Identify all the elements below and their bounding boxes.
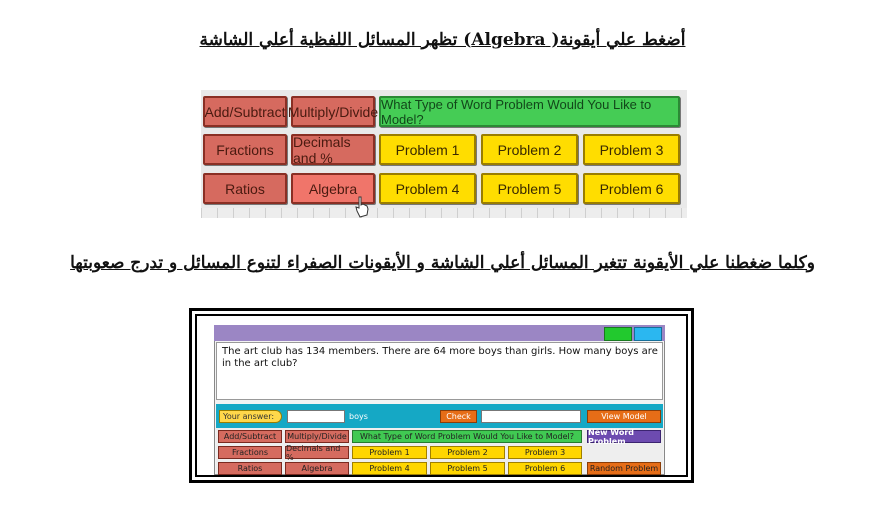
fractions-button-small[interactable]: Fractions (218, 446, 282, 459)
multiply-divide-button[interactable]: Multiply/Divide (291, 96, 375, 127)
decimals-percent-button[interactable]: Decimals and % (291, 134, 375, 165)
problem-4-button-small[interactable]: Problem 4 (352, 462, 427, 475)
random-problem-button[interactable]: Random Problem (587, 462, 661, 475)
problem-1-button-small[interactable]: Problem 1 (352, 446, 427, 459)
add-subtract-button-small[interactable]: Add/Subtract (218, 430, 282, 443)
problem-3-button[interactable]: Problem 3 (583, 134, 680, 165)
problem-6-button[interactable]: Problem 6 (583, 173, 680, 204)
question-text: The art club has 134 members. There are 64 more boys than girls. How many boys are in the art club? (222, 346, 658, 369)
hand-pointer-icon (355, 196, 369, 218)
title-bar (214, 325, 665, 341)
your-answer-label: Your answer: (219, 410, 282, 423)
fractions-button[interactable]: Fractions (203, 134, 287, 165)
view-model-button[interactable]: View Model (587, 410, 661, 423)
ruler-strip (201, 208, 687, 218)
problem-2-button[interactable]: Problem 2 (481, 134, 578, 165)
title-bar-green-button[interactable] (604, 327, 632, 341)
new-word-problem-button[interactable]: New Word Problem (587, 430, 661, 443)
problem-2-button-small[interactable]: Problem 2 (430, 446, 505, 459)
ratios-button[interactable]: Ratios (203, 173, 287, 204)
unit-label: boys (349, 412, 368, 421)
answer-input[interactable] (287, 410, 345, 423)
algebra-button[interactable]: Algebra (291, 173, 375, 204)
word-problem-banner: What Type of Word Problem Would You Like to Model? (379, 96, 680, 127)
check-result-field (481, 410, 581, 423)
problem-5-button[interactable]: Problem 5 (481, 173, 578, 204)
problem-1-button[interactable]: Problem 1 (379, 134, 476, 165)
problem-4-button[interactable]: Problem 4 (379, 173, 476, 204)
ratios-button-small[interactable]: Ratios (218, 462, 282, 475)
caption-middle: وكلما ضغطنا علي الأيقونة تتغير المسائل أعلي الشاشة و الأيقونات الصفراء لتنوع المسائل و تدرج صعوبتها (70, 253, 815, 273)
problem-6-button-small[interactable]: Problem 6 (508, 462, 582, 475)
algebra-button-small[interactable]: Algebra (285, 462, 349, 475)
caption-top: أضغط علي أيقونة( Algebra) تظهر المسائل اللفظية أعلي الشاشة (199, 30, 686, 50)
problem-3-button-small[interactable]: Problem 3 (508, 446, 582, 459)
title-bar-blue-button[interactable] (634, 327, 662, 341)
add-subtract-button[interactable]: Add/Subtract (203, 96, 287, 127)
problem-5-button-small[interactable]: Problem 5 (430, 462, 505, 475)
check-button[interactable]: Check (440, 410, 477, 423)
word-problem-banner-small: What Type of Word Problem Would You Like to Model? (352, 430, 582, 443)
menu-screenshot (201, 90, 687, 218)
multiply-divide-button-small[interactable]: Multiply/Divide (285, 430, 349, 443)
decimals-percent-button-small[interactable]: Decimals and % (285, 446, 349, 459)
